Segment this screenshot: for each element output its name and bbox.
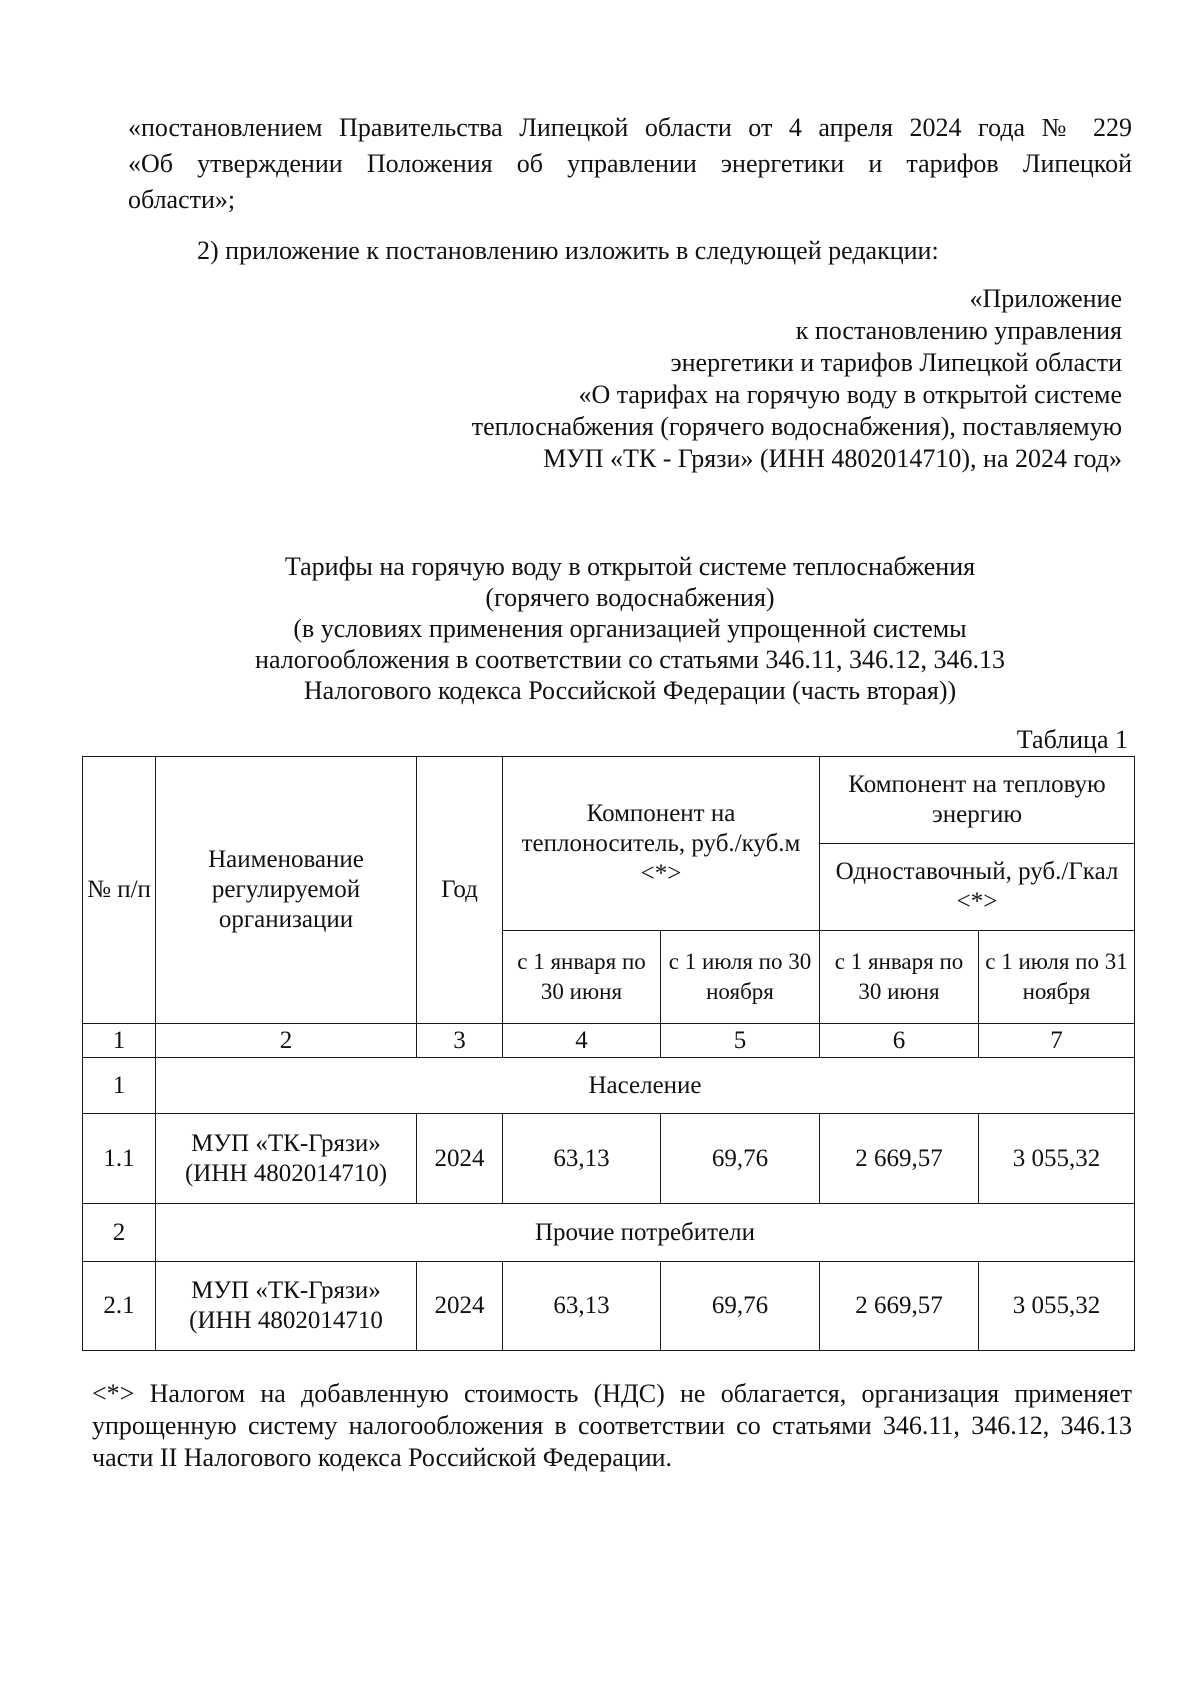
appendix-line: «О тарифах на горячую воду в открытой системе: [578, 380, 1122, 409]
intro-line-2: «Об утверждении Положения об управлении энергетики и тарифов Липецкой: [128, 149, 1132, 178]
row-year: 2024: [417, 1262, 503, 1351]
col-number: 1: [83, 1024, 156, 1058]
col-number: 5: [661, 1024, 820, 1058]
appendix-line: энергетики и тарифов Липецкой области: [670, 348, 1122, 377]
tariffs-table: [82, 756, 1135, 1351]
row-org-inn: (ИНН 4802014710: [189, 1307, 383, 1334]
title-line: (в условиях применения организацией упрощенной системы: [293, 614, 967, 643]
header-num: № п/п: [83, 757, 156, 1024]
header-year: Год: [417, 757, 503, 1024]
row-value: 3 055,32: [979, 1114, 1135, 1204]
row-value: 63,13: [503, 1114, 661, 1204]
intro-line-3: области»;: [128, 185, 236, 214]
appendix-header: [472, 283, 1122, 475]
table-number-label: Таблица 1: [1016, 725, 1128, 754]
row-num: 1.1: [83, 1114, 156, 1204]
intro-line-1: «постановлением Правительства Липецкой области от 4 апреля 2024 года № 229: [128, 113, 1132, 142]
col-number: 6: [820, 1024, 979, 1058]
appendix-line: теплоснабжения (горячего водоснабжения), поставляемую: [471, 412, 1122, 441]
group-row: [83, 1204, 1135, 1262]
header-period-1: с 1 января по 30 июня: [503, 931, 661, 1024]
row-year: 2024: [417, 1114, 503, 1204]
col-number: 2: [156, 1024, 417, 1058]
group-name: Прочие потребители: [156, 1204, 1135, 1262]
title-line: Налогового кодекса Российской Федерации (часть вторая)): [303, 676, 957, 705]
row-value: 69,76: [661, 1262, 820, 1351]
appendix-line: «Приложение: [969, 284, 1122, 313]
header-carrier: Компонент на теплоноситель, руб./куб.м <*>: [503, 757, 820, 931]
row-num: 2.1: [83, 1262, 156, 1351]
group-num: 1: [83, 1058, 156, 1114]
row-org: [156, 1114, 417, 1204]
row-value: 69,76: [661, 1114, 820, 1204]
group-num: 2: [83, 1204, 156, 1262]
header-period-4: с 1 июля по 31 ноября: [979, 931, 1135, 1024]
title-line: налогообложения в соответствии со статьями 346.11, 346.12, 346.13: [255, 645, 1005, 674]
header-period-2: с 1 июля по 30 ноября: [661, 931, 820, 1024]
appendix-line: МУП «ТК - Грязи» (ИНН 4802014710), на 2024 год»: [543, 444, 1122, 473]
table-row: [83, 1114, 1135, 1204]
row-org-name: МУП «ТК-Грязи»: [191, 1129, 381, 1157]
group-name: Население: [156, 1058, 1135, 1114]
row-org: [156, 1262, 417, 1351]
item-2-text: 2) приложение к постановлению изложить в следующей редакции:: [197, 236, 939, 265]
title-line: (горячего водоснабжения): [485, 583, 775, 612]
row-value: 2 669,57: [820, 1262, 979, 1351]
appendix-line: к постановлению управления: [795, 316, 1122, 345]
col-number: 7: [979, 1024, 1135, 1058]
row-org-inn: (ИНН 4802014710): [184, 1159, 388, 1187]
footnote: <*> Налогом на добавленную стоимость (НДС) не облагается, организация применяет упрощенную систему налогообложения в соответствии со статьями 346.11, 346.12, 346.13 части II Налогового кодекса Российской Федерации.: [92, 1379, 1132, 1472]
col-number: 3: [417, 1024, 503, 1058]
header-single-rate: Одноставочный, руб./Гкал <*>: [820, 844, 1135, 931]
table-row: [83, 1262, 1135, 1351]
column-number-row: [83, 1024, 1135, 1058]
col-number: 4: [503, 1024, 661, 1058]
header-org: Наименование регулируемой организации: [156, 757, 417, 1024]
table-title: [128, 551, 1132, 706]
row-org-name: МУП «ТК-Грязи»: [191, 1277, 381, 1304]
title-line: Тарифы на горячую воду в открытой системе теплоснабжения: [284, 552, 976, 581]
group-row: [83, 1058, 1135, 1114]
row-value: 3 055,32: [979, 1262, 1135, 1351]
header-period-3: с 1 января по 30 июня: [820, 931, 979, 1024]
intro-paragraph: [128, 110, 1132, 218]
row-value: 63,13: [503, 1262, 661, 1351]
header-heat: Компонент на тепловую энергию: [820, 757, 1135, 844]
row-value: 2 669,57: [820, 1114, 979, 1204]
